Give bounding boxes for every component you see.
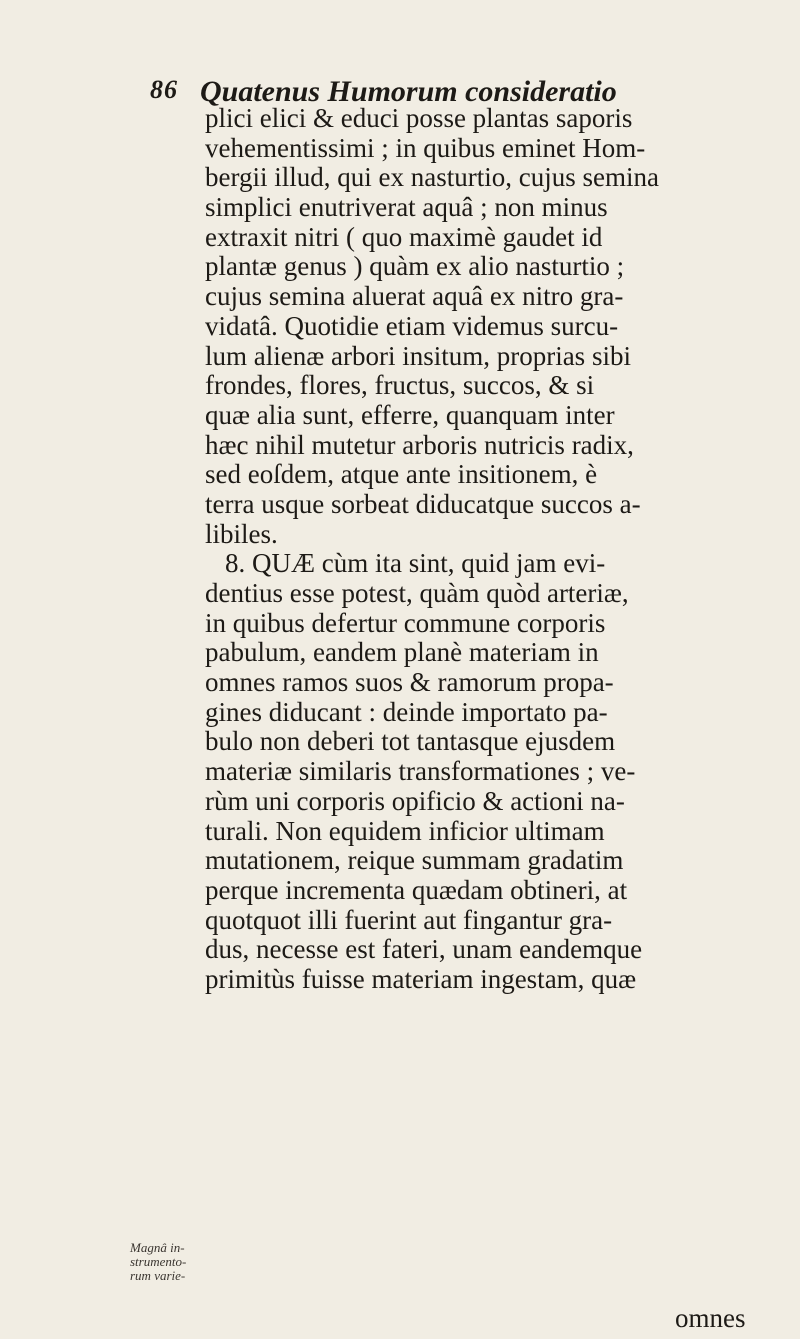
text-line: vehementissimi ; in quibus eminet Hom- — [205, 132, 646, 163]
text-line: materiæ similaris transformationes ; ve- — [205, 756, 636, 787]
marginal-note-line: strumento- — [130, 1254, 187, 1269]
text-line: omnes ramos suos & ramorum propa- — [205, 667, 614, 698]
marginal-note — [130, 1241, 198, 1283]
page-number: 86 — [150, 75, 178, 104]
text-line: vidatâ. Quotidie etiam videmus surcu- — [205, 310, 619, 341]
text-line: gines diducant : deinde importato pa- — [205, 696, 608, 727]
text-line: quotquot illi fuerint aut fingantur gra- — [205, 904, 613, 935]
text-line: turali. Non equidem inficior ultimam — [205, 815, 605, 846]
text-line: simplici enutriverat aquâ ; non minus — [205, 192, 608, 223]
text-line: dentius esse potest, quàm quòd arteriæ, — [205, 578, 629, 608]
text-line: plantæ genus ) quàm ex alio nasturtio ; — [205, 251, 625, 282]
text-line: terra usque sorbeat diducatque succos a- — [205, 488, 641, 519]
text-line: hæc nihil mutetur arboris nutricis radix, — [205, 429, 634, 460]
text-line: plici elici & educi posse plantas saporis — [205, 103, 633, 133]
body-text — [205, 104, 800, 995]
text-line: mutationem, reique summam gradatim — [205, 845, 624, 876]
text-line: perque incrementa quædam obtineri, at — [205, 874, 628, 905]
running-head: Quatenus Humorum consideratio — [200, 75, 617, 108]
text-line: bulo non deberi tot tantasque ejusdem — [205, 726, 616, 757]
catchword: omnes — [675, 1303, 746, 1333]
text-line: extraxit nitri ( quo maximè gaudet id — [205, 221, 603, 252]
marginal-note-line: rum varie- — [130, 1268, 186, 1283]
marginal-note-line: Magnâ in- — [130, 1240, 185, 1255]
text-line: dus, necesse est fateri, unam eandemque — [205, 934, 643, 965]
text-line: bergii illud, qui ex nasturtio, cujus semina — [205, 162, 659, 193]
text-line-paragraph-start: 8. QUÆ cùm ita sint, quid jam evi- — [225, 548, 606, 579]
text-line: rùm uni corporis opificio & actioni na- — [205, 785, 625, 816]
text-line: libiles. — [205, 518, 278, 549]
text-line: sed eoſdem, atque ante insitionem, è — [205, 459, 598, 490]
text-line: frondes, flores, fructus, succos, & si — [205, 370, 595, 401]
text-line: in quibus defertur commune corporis — [205, 607, 606, 638]
text-line: primitùs fuisse materiam ingestam, quæ — [205, 963, 637, 994]
text-line: lum alienæ arbori insitum, proprias sibi — [205, 340, 631, 371]
text-line: quæ alia sunt, efferre, quanquam inter — [205, 399, 615, 430]
text-line: pabulum, eandem planè materiam in — [205, 637, 599, 668]
text-line: cujus semina aluerat aquâ ex nitro gra- — [205, 281, 624, 312]
